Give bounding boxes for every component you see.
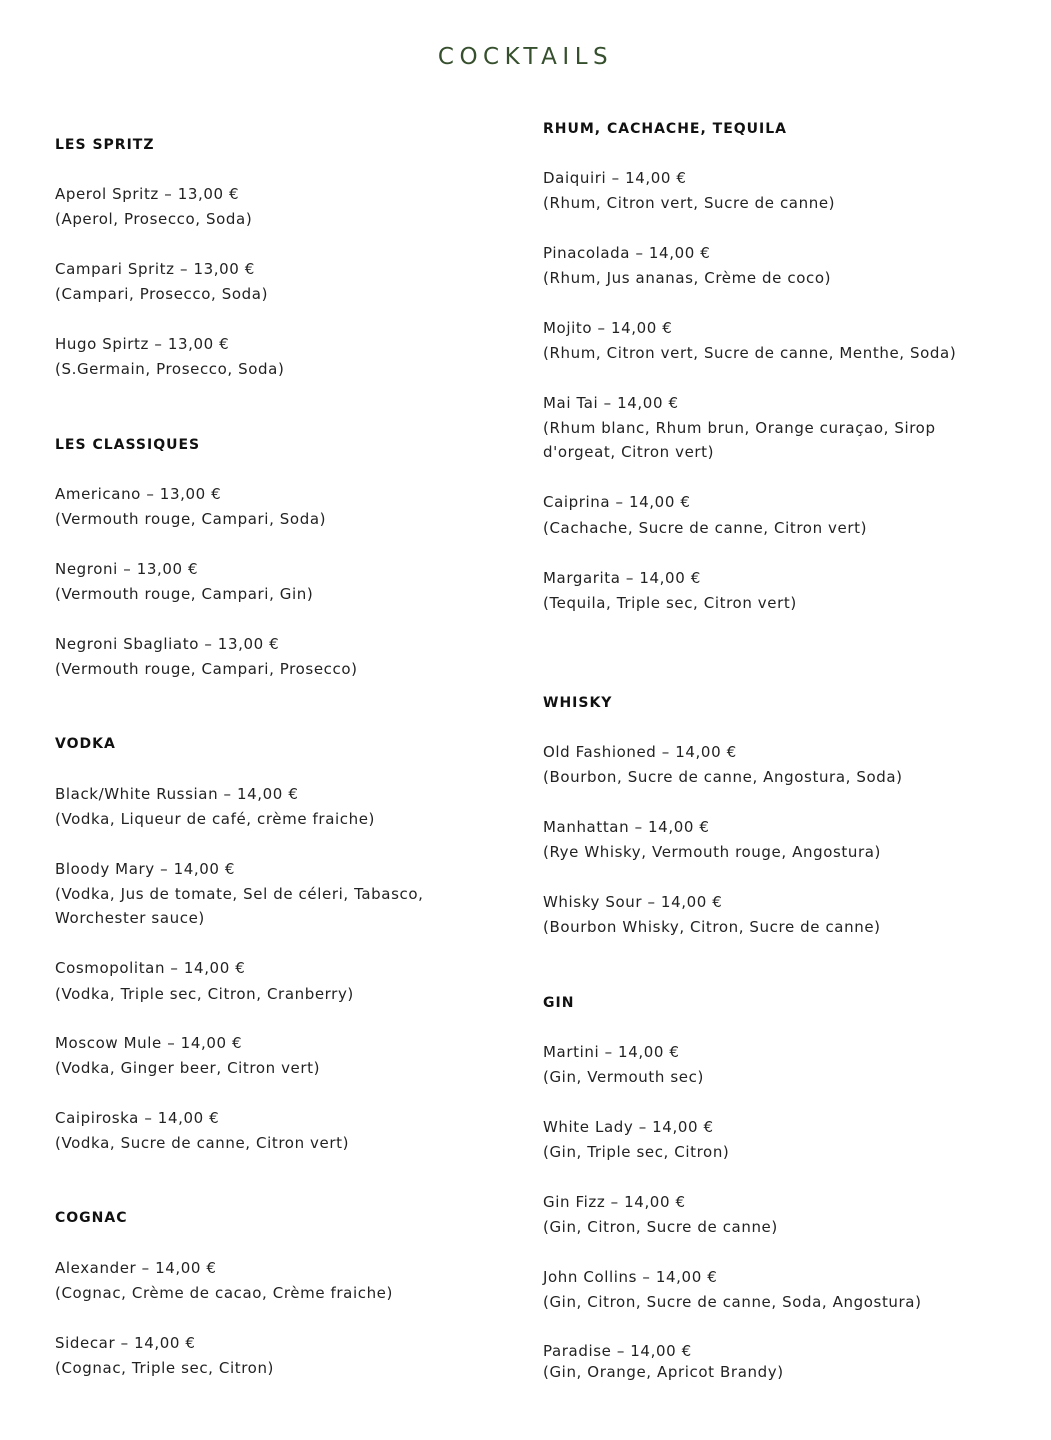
item-name-daiquiri: Daiquiri – 14,00 € [543,169,687,187]
item-name-john-collins: John Collins – 14,00 € [543,1268,718,1286]
item-name-paradise: Paradise – 14,00 € [543,1342,692,1360]
item-ingredients-old-fashioned: (Bourbon, Sucre de canne, Angostura, Soda) [543,768,903,786]
section-heading-rhum: RHUM, CACHACHE, TEQUILA [543,121,788,137]
item-ingredients-black-white-russian: (Vodka, Liqueur de café, crème fraiche) [55,810,375,828]
section-heading-classiques: LES CLASSIQUES [55,437,201,453]
item-ingredients-aperol-spritz: (Aperol, Prosecco, Soda) [55,210,253,228]
item-ingredients-americano: (Vermouth rouge, Campari, Soda) [55,510,327,528]
item-ingredients-campari-spritz: (Campari, Prosecco, Soda) [55,285,269,303]
item-name-aperol-spritz: Aperol Spritz – 13,00 € [55,185,240,203]
item-name-pinacolada: Pinacolada – 14,00 € [543,244,711,262]
item-ingredients-mai-tai-continued: d'orgeat, Citron vert) [543,443,715,461]
item-ingredients-caipiroska: (Vodka, Sucre de canne, Citron vert) [55,1134,350,1152]
section-heading-gin: GIN [543,995,575,1011]
item-name-sidecar: Sidecar – 14,00 € [55,1334,196,1352]
item-ingredients-sidecar: (Cognac, Triple sec, Citron) [55,1359,275,1377]
item-ingredients-negroni: (Vermouth rouge, Campari, Gin) [55,585,314,603]
item-name-mai-tai: Mai Tai – 14,00 € [543,394,679,412]
item-name-hugo-spritz: Hugo Spirtz – 13,00 € [55,335,230,353]
section-heading-whisky: WHISKY [543,695,613,711]
item-name-white-lady: White Lady – 14,00 € [543,1118,714,1136]
item-name-gin-fizz: Gin Fizz – 14,00 € [543,1193,686,1211]
item-ingredients-john-collins: (Gin, Citron, Sucre de canne, Soda, Angostura) [543,1293,922,1311]
page-title: COCKTAILS [437,44,614,70]
item-name-black-white-russian: Black/White Russian – 14,00 € [55,785,299,803]
item-name-americano: Americano – 13,00 € [55,485,222,503]
item-ingredients-negroni-sbagliato: (Vermouth rouge, Campari, Prosecco) [55,660,358,678]
item-ingredients-mai-tai: (Rhum blanc, Rhum brun, Orange curaçao, Sirop [543,419,936,437]
item-ingredients-cosmopolitan: (Vodka, Triple sec, Citron, Cranberry) [55,985,354,1003]
section-heading-vodka: VODKA [55,736,116,752]
item-ingredients-daiquiri: (Rhum, Citron vert, Sucre de canne) [543,194,836,212]
item-name-negroni: Negroni – 13,00 € [55,560,199,578]
item-ingredients-manhattan: (Rye Whisky, Vermouth rouge, Angostura) [543,843,881,861]
item-name-caiprina: Caiprina – 14,00 € [543,493,691,511]
item-ingredients-bloody-mary: (Vodka, Jus de tomate, Sel de céleri, Tabasco, [55,885,424,903]
item-name-old-fashioned: Old Fashioned – 14,00 € [543,743,737,761]
item-ingredients-hugo-spritz: (S.Germain, Prosecco, Soda) [55,360,285,378]
item-ingredients-martini: (Gin, Vermouth sec) [543,1068,704,1086]
item-name-margarita: Margarita – 14,00 € [543,569,701,587]
item-name-caipiroska: Caipiroska – 14,00 € [55,1109,220,1127]
item-name-martini: Martini – 14,00 € [543,1043,680,1061]
item-ingredients-gin-fizz: (Gin, Citron, Sucre de canne) [543,1218,778,1236]
item-ingredients-white-lady: (Gin, Triple sec, Citron) [543,1143,730,1161]
item-ingredients-pinacolada: (Rhum, Jus ananas, Crème de coco) [543,269,832,287]
item-name-bloody-mary: Bloody Mary – 14,00 € [55,860,236,878]
item-name-campari-spritz: Campari Spritz – 13,00 € [55,260,255,278]
item-name-negroni-sbagliato: Negroni Sbagliato – 13,00 € [55,635,280,653]
section-heading-cognac: COGNAC [55,1210,128,1226]
item-ingredients-whisky-sour: (Bourbon Whisky, Citron, Sucre de canne) [543,918,881,936]
item-name-cosmopolitan: Cosmopolitan – 14,00 € [55,959,246,977]
item-ingredients-bloody-mary-continued: Worchester sauce) [55,909,205,927]
section-heading-spritz: LES SPRITZ [55,137,155,153]
item-ingredients-alexander: (Cognac, Crème de cacao, Crème fraiche) [55,1284,393,1302]
item-ingredients-margarita: (Tequila, Triple sec, Citron vert) [543,594,797,612]
item-name-mojito: Mojito – 14,00 € [543,319,673,337]
item-ingredients-paradise: (Gin, Orange, Apricot Brandy) [543,1363,784,1381]
item-name-alexander: Alexander – 14,00 € [55,1259,217,1277]
item-name-whisky-sour: Whisky Sour – 14,00 € [543,893,723,911]
item-name-manhattan: Manhattan – 14,00 € [543,818,710,836]
item-name-moscow-mule: Moscow Mule – 14,00 € [55,1034,243,1052]
item-ingredients-mojito: (Rhum, Citron vert, Sucre de canne, Menthe, Soda) [543,344,957,362]
item-ingredients-moscow-mule: (Vodka, Ginger beer, Citron vert) [55,1059,321,1077]
item-ingredients-caiprina: (Cachache, Sucre de canne, Citron vert) [543,519,868,537]
